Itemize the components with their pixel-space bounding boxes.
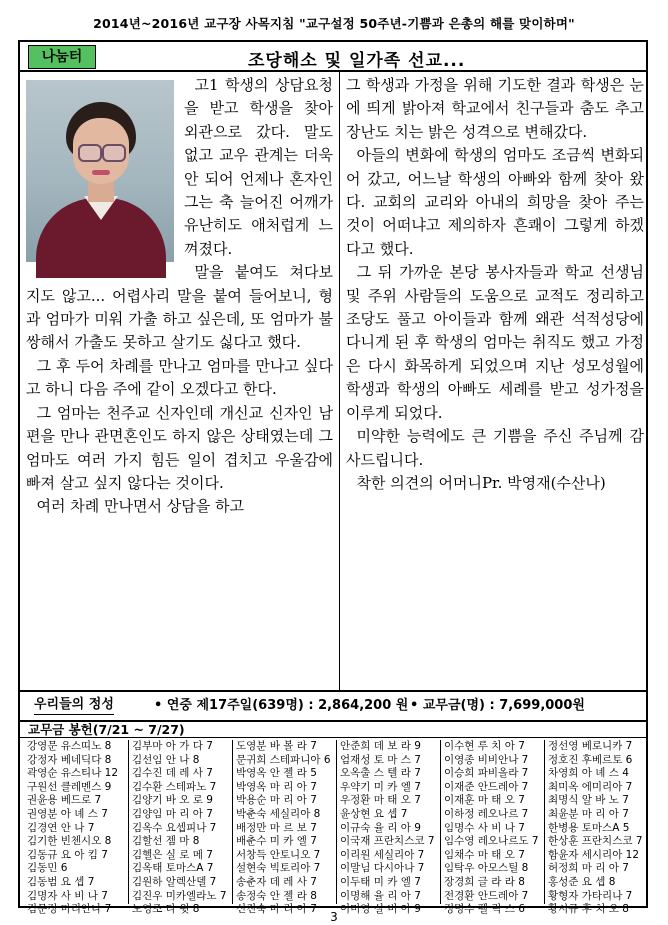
offering-entry: 황형자 가타리나 7 <box>548 889 633 902</box>
offering-entry: 구원선 클레멘스 9 <box>27 780 112 793</box>
offering-entry: 이영종 비비안나 7 <box>444 753 529 766</box>
offering-entry: 이승희 파비올라 7 <box>444 767 529 780</box>
offering-entry: 최미옥 에미리아 7 <box>548 780 633 793</box>
offering-entry: 박영옥 마 리 아 7 <box>236 780 317 793</box>
offering-entry: 박영옥 안 젤 라 5 <box>236 767 317 780</box>
offering-entry: 배춘수 미 카 엘 7 <box>236 835 317 848</box>
offering-entry: 권윤용 베드로 7 <box>27 794 102 807</box>
offering-entry: 차영희 아 녜 스 4 <box>548 767 629 780</box>
offering-entry: 김할선 젬 마 8 <box>132 835 200 848</box>
offering-entry: 엄재성 토 마 스 7 <box>340 753 421 766</box>
paragraph: 아들의 변화에 학생의 엄마도 조금씩 변화되어 갔고, 어느날 학생의 아빠와 함께 찾아 왔다. 교회의 교리와 아내의 희망을 찾아 주는 것이 어떠냐고 제의하자 흔쾌이 그렇게 하겠다고 했다. <box>346 146 644 258</box>
article-right-column <box>346 74 644 495</box>
offering-entry: 송춘자 데 레 사 7 <box>236 875 317 888</box>
offering-entry: 곽영순 유스티나 12 <box>27 767 119 780</box>
offering-entry: 송정숙 안 젤 라 8 <box>236 889 317 902</box>
offering-entry: 이하정 레오나르 7 <box>444 807 529 820</box>
author-photo <box>26 80 174 262</box>
offering-entry: 권영분 아 녜 스 7 <box>27 807 108 820</box>
offering-entry: 임수영 레오나르도 7 <box>444 835 539 848</box>
offering-entry: 우정환 마 태 오 7 <box>340 794 421 807</box>
offering-entry: 장경희 글 라 라 8 <box>444 875 525 888</box>
offering-entry: 전경환 안드레아 7 <box>444 889 529 902</box>
offering-entry: 정선영 베로니카 7 <box>548 740 633 752</box>
offering-column <box>440 740 544 916</box>
congregation-label: 우리들의 정성 <box>34 696 114 715</box>
offering-entry: 황시규 후 치 오 8 <box>548 903 629 916</box>
offering-entry: 김경연 안 나 7 <box>27 821 95 834</box>
offering-entry: 문귀희 스테파니아 6 <box>236 753 331 766</box>
congregation-offering-row <box>20 692 646 720</box>
offering-entry: 이재준 안드레아 7 <box>444 780 529 793</box>
offering-entry: 강정자 베네딕다 8 <box>27 753 112 766</box>
article-title: 조당해소 및 일가족 선교... <box>248 51 466 71</box>
offering-entry: 최명식 알 바 노 7 <box>548 794 629 807</box>
paragraph: 고1 학생의 상담요청을 받고 학생을 찾아 외관으로 갔다. 말도 없고 교우 관계는 더욱 안 되어 언제나 혼자인 그는 축 늘어진 어깨가 유난히도 애처럽게 느껴졌다. <box>184 76 333 258</box>
offering-entry: 배정만 마 르 보 7 <box>236 821 317 834</box>
offering-entry: 윤상현 요 셉 7 <box>340 807 408 820</box>
offering-entry: 이두태 미 카 엘 7 <box>340 875 421 888</box>
paragraph: 말을 붙여도 쳐다보지도 않고... 어렵사리 말을 붙여 들어보니, 형과 엄마가 미워 가출 하고 싶은데, 또 엄마가 불쌍해서 가출도 못하고 살기도 싫다고 했다. <box>26 263 333 352</box>
offering-entry: 최윤분 마 리 아 7 <box>548 807 629 820</box>
offering-entry: 김동규 요 아 킴 7 <box>27 848 108 861</box>
offering-entry: 오옥출 스 텔 라 7 <box>340 767 421 780</box>
offering-entry: 박용순 마 리 아 7 <box>236 794 317 807</box>
offering-entry: 이재훈 마 태 오 7 <box>444 794 525 807</box>
author-signature: 착한 의견의 어머니Pr. 박영재(수산나) <box>356 473 606 492</box>
offering-entry: 김부마 아 가 다 7 <box>132 740 213 752</box>
offering-entry: 우약기 미 카 엘 7 <box>340 780 421 793</box>
section-tag: 나눔터 <box>28 45 96 69</box>
column-divider <box>339 72 340 690</box>
offering-entry: 이국재 프란치스코 7 <box>340 835 435 848</box>
article-frame <box>18 40 648 916</box>
page-number: 3 <box>330 910 338 924</box>
offering-entry: 이규숙 율 리 아 9 <box>340 821 421 834</box>
offering-entry: 서창득 안토니오 7 <box>236 848 321 861</box>
offering-entry: 김기한 빈첸시오 8 <box>27 835 112 848</box>
offering-entry: 함윤자 세시리아 12 <box>548 848 640 861</box>
offering-entry: 강영문 유스띠노 8 <box>27 740 112 752</box>
offering-entry: 임탁우 아모스틸 8 <box>444 862 529 875</box>
offering-entry: 허정희 마 리 아 7 <box>548 862 629 875</box>
offering-entry: 김양기 바 오 로 9 <box>132 794 213 807</box>
paragraph: 그 학생과 가정을 위해 기도한 결과 학생은 눈에 띄게 밝아져 학교에서 친구들과 춤도 추고 장난도 치는 밝은 성격으로 변해갔다. <box>346 76 644 141</box>
offering-entry: 한병용 토마스A 5 <box>548 821 630 834</box>
offering-entry: 김헬은 실 로 메 7 <box>132 848 213 861</box>
offering-entry: 김명자 사 비 나 7 <box>27 889 108 902</box>
offering-entry: 홍성준 요 셉 8 <box>548 875 616 888</box>
offering-entry: 김양임 마 리 아 7 <box>132 807 213 820</box>
paragraph: 그 뒤 가까운 본당 봉사자들과 학교 선생님 및 주위 사람들의 도움으로 교적도 정리하고 조당도 풀고 아이들과 함께 왜관 석적성당에 다니게 된 후 학생의 엄마는 취직도 했고 가정은 다시 화목하게 되었으며 지난 성모성월에 학생과 학생의 아빠도 세례를 받고 성가정을 이루게 되었다. <box>346 263 644 422</box>
offering-entry: 김선임 안 나 8 <box>132 753 200 766</box>
offering-entry: 안준희 데 보 라 9 <box>340 740 421 752</box>
page-header: 2014년~2016년 교구장 사목지침 "교구설정 50주년-기쁨과 은총의 해를 맞이하며" <box>93 16 575 31</box>
title-row <box>20 42 646 72</box>
offering-entry: 김원하 알렉산델 7 <box>132 875 217 888</box>
offering-entry: 김옥태 토마스A 7 <box>132 862 214 875</box>
offering-entry: 정명수 펠 릭 스 6 <box>444 903 525 916</box>
offering-entry: 도영분 바 볼 라 7 <box>236 740 317 752</box>
offering-entry: 김동민 6 <box>27 862 68 875</box>
paragraph: 여러 차례 만나면서 상담을 하고 <box>36 497 244 516</box>
article-left-column <box>26 74 333 519</box>
offering-entry: 김문정 마리안나 7 <box>27 903 112 916</box>
offering-entry: 김옥수 요셉피나 7 <box>132 821 217 834</box>
offering-column <box>544 740 644 916</box>
parish-dues: • 교무금(명) : 7,699,000원 <box>410 698 585 713</box>
offering-entry: 임명수 사 비 나 7 <box>444 821 525 834</box>
offering-entry: 박춘숙 세실리아 8 <box>236 807 321 820</box>
offering-entry: 이명해 율 리 아 7 <box>340 889 421 902</box>
offering-entry: 이수현 루 치 아 7 <box>444 740 525 752</box>
offering-entry: 한상훈 프란치스코 7 <box>548 835 643 848</box>
offering-entry: 신진숙 마 리 아 7 <box>236 903 317 916</box>
offering-heading: 교무금 봉헌(7/21 ~ 7/27) <box>28 722 185 737</box>
paragraph: 미약한 능력에도 큰 기쁨을 주신 주님께 감사드립니다. <box>346 427 644 469</box>
offering-entry: 김진우 미카엘라노 7 <box>132 889 227 902</box>
offering-column <box>128 740 232 916</box>
offering-entry: 설현숙 빅토리아 7 <box>236 862 321 875</box>
offering-entry: 김동범 요 셉 7 <box>27 875 95 888</box>
offering-entry: 이리원 세실리아 7 <box>340 848 425 861</box>
offering-entry: 정호진 후베르토 6 <box>548 753 633 766</box>
offering-column <box>232 740 336 916</box>
offering-entry: 이미영 실 비 아 9 <box>340 903 421 916</box>
offering-column <box>24 740 128 916</box>
offering-entry: 노영조 다 윗 8 <box>132 903 200 916</box>
offering-entry: 이말님 다시아나 7 <box>340 862 425 875</box>
offering-entry: 김수진 데 레 사 7 <box>132 767 213 780</box>
sunday-offering: • 연중 제17주일(639명) : 2,864,200 원 <box>154 698 409 713</box>
offering-entry: 임채수 마 태 오 7 <box>444 848 525 861</box>
offering-column <box>336 740 440 916</box>
paragraph: 그 엄마는 천주교 신자인데 개신교 신자인 남편을 만나 관면혼인도 하지 않은 상태였는데 그 엄마도 여러 가지 힘든 일이 겹치고 우울감에 빠져 살고 싶지 않다는 것이다. <box>26 403 333 492</box>
offering-entry: 김수환 스테파노 7 <box>132 780 217 793</box>
offering-list <box>20 738 646 916</box>
paragraph: 그 후 두어 차례를 만나고 엄마를 만나고 싶다고 하니 다음 주에 같이 오겠다고 한다. <box>26 356 333 399</box>
